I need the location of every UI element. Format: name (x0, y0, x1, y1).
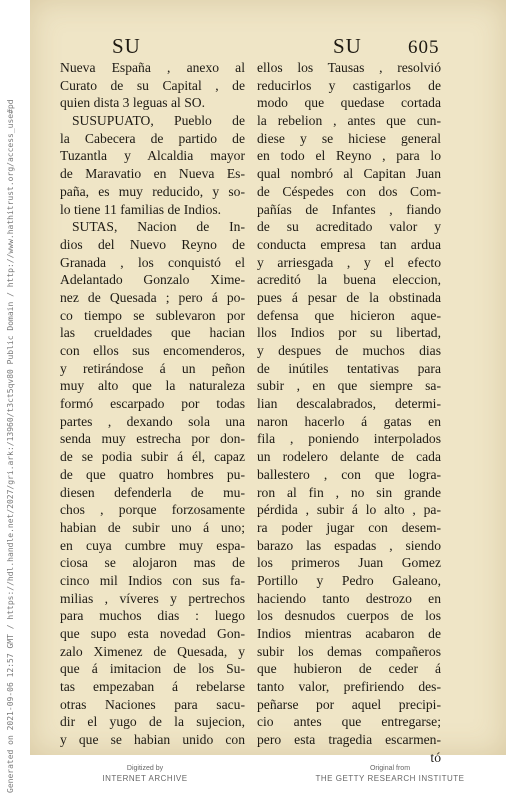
text-line: cio antes que entregarse; (257, 714, 441, 730)
text-line: formó escarpado por todas (60, 396, 245, 412)
footer-digitized (70, 764, 220, 785)
text-line: naron hacerlo á gatas en (257, 413, 441, 429)
text-line: SUSUPUATO, Pueblo de (72, 113, 245, 129)
text-line: un rodelero delante de cada (257, 449, 441, 465)
text-line: Curato de su Capital , de (60, 77, 245, 93)
text-line: ron al fin , no sin grande (257, 484, 441, 500)
text-line: las crueldades que hacian (60, 325, 245, 341)
text-line: en todo el Reyno , para lo (257, 148, 441, 164)
text-line: ballestero , con que logra- (257, 466, 441, 482)
text-line: y que se habian unido con (60, 732, 245, 748)
text-line: la Cabecera de partido de (60, 130, 245, 146)
text-line: diesen defenderla de mu- (60, 484, 245, 500)
text-line: de Céspedes con dos Com- (257, 183, 441, 199)
text-line: la rebelion , antes que cun- (257, 113, 441, 129)
text-line: qual nombró al Capitan Juan (257, 166, 441, 182)
text-line: dios del Nuevo Reyno de (60, 236, 245, 252)
text-line: peñarse por aquel precipi- (257, 696, 441, 712)
page-number: 605 (408, 37, 440, 58)
text-line: partes , dexando sola una (60, 413, 245, 429)
text-line: que hubieron de ceder á (257, 661, 441, 677)
text-line: de que quatro hombres pu- (60, 466, 245, 482)
text-line: y despues de muchos dias (257, 343, 441, 358)
text-line: tas empezaban á rebelarse (60, 679, 245, 695)
right-text-column (257, 59, 441, 767)
text-line: modo que quedase cortada (257, 95, 441, 111)
text-line: Adelantado Gonzalo Xime- (60, 272, 245, 288)
text-line: conducta empresa tan ardua (257, 236, 441, 252)
text-line: Portillo y Pedro Galeano, (257, 572, 441, 588)
text-line: defensa que hicieron aque- (257, 307, 441, 323)
text-line: otras Naciones para sacu- (60, 696, 245, 712)
text-line: de Maravatio en Nueva Es- (60, 166, 245, 182)
running-head-left: SU (112, 34, 141, 58)
text-line: reducirlos y castigarlos de (257, 77, 441, 93)
text-line: de inútiles tentativas para (257, 360, 441, 376)
text-line: ciosa se alojaron mas de (60, 555, 245, 571)
text-line: Indios mientras acabaron de (257, 626, 441, 641)
text-line: haciendo tanto destrozo en (257, 590, 441, 606)
text-line: cinco mil Indios con sus fa- (60, 572, 245, 588)
text-line: ellos los Tausas , resolvió (257, 60, 441, 75)
text-line: los desnudos cuerpos de los (257, 608, 441, 624)
text-line: pañías de Infantes , fiando (257, 201, 441, 217)
text-line: y arriesgada , y el efecto (257, 254, 441, 270)
text-line: co tiempo se sublevaron por (60, 307, 245, 323)
text-line: SUTAS, Nacion de In- (72, 219, 245, 235)
text-line: pues á pesar de la obstinada (257, 289, 441, 305)
text-line: en cuya cumbre muy espa- (60, 537, 245, 553)
getty-label: THE GETTY RESEARCH INSTITUTE (315, 774, 465, 783)
text-line: tanto valor, prefiriendo des- (257, 679, 441, 695)
text-line: zalo Ximenez de Quesada, y (60, 643, 245, 659)
text-line: fila , poniendo interpolados (257, 431, 441, 447)
text-line: subir , en que siempre sa- (257, 378, 441, 394)
text-line: dir el yugo de la sujecion, (60, 714, 245, 730)
text-line: Nueva España , anexo al (60, 60, 245, 75)
sidebar-watermark (2, 99, 26, 795)
internet-archive-label: INTERNET ARCHIVE (102, 774, 188, 783)
text-line: lo tiene 11 familias de Indios. (60, 201, 222, 217)
text-line: de se podia subir á él, capaz (60, 449, 245, 465)
text-line: muy alto que la naturaleza (60, 378, 245, 394)
text-line: tó (430, 749, 441, 765)
provenance-text: Generated on 2021-09-06 12:57 GMT / https://hdl.handle.net/2027/gri.ark:/13960/t3ct5qv80 Public Domain / http://www.hathitrust.org/access_use#pd (6, 99, 15, 793)
text-line: milias , víveres y pertrechos (60, 590, 245, 606)
digitized-by-label: Digitized by (126, 765, 164, 772)
text-line: para muchos dias : luego (60, 608, 245, 624)
text-line: Granada , los conquistó el (60, 254, 245, 270)
text-line: lian descalabrados, determi- (257, 396, 441, 412)
left-text-column (60, 59, 245, 749)
text-line: que á imitacion de los Su- (60, 661, 245, 677)
text-line: subir los demas compañeros (257, 643, 441, 659)
text-line: paña, es muy reducido, y so- (60, 183, 245, 199)
running-head-right: SU (333, 34, 362, 58)
text-line: barazo las espadas , siendo (257, 537, 441, 553)
text-line: quien dista 3 leguas al SO. (60, 95, 205, 111)
text-line: acreditó la buena eleccion, (257, 272, 441, 288)
text-line: nez de Quesada ; pero á po- (60, 289, 245, 305)
text-line: Tuzantla y Alcaldia mayor (60, 148, 245, 164)
text-line: ra poder jugar con desem- (257, 519, 441, 535)
text-line: pero esta tragedia escarmen- (257, 732, 441, 748)
original-from-label: Original from (369, 765, 411, 772)
text-line: que supo esta novedad Gon- (60, 626, 245, 641)
text-line: pérdida , subir á lo alto , pa- (257, 502, 441, 518)
text-line: con ellos sus encomenderos, (60, 343, 245, 358)
text-line: diese y se hiciese general (257, 130, 441, 146)
text-line: habian de subir uno á uno; (60, 519, 245, 535)
footer-original (290, 764, 490, 785)
text-line: senda muy estrecha por don- (60, 431, 245, 447)
text-line: llos Indios por su libertad, (257, 325, 441, 341)
text-line: chos , porque forzosamente (60, 502, 245, 518)
text-line: de su acreditado valor y (257, 219, 441, 235)
text-line: los primeros Juan Gomez (257, 555, 441, 571)
text-line: y retirándose á un peñon (60, 360, 245, 376)
